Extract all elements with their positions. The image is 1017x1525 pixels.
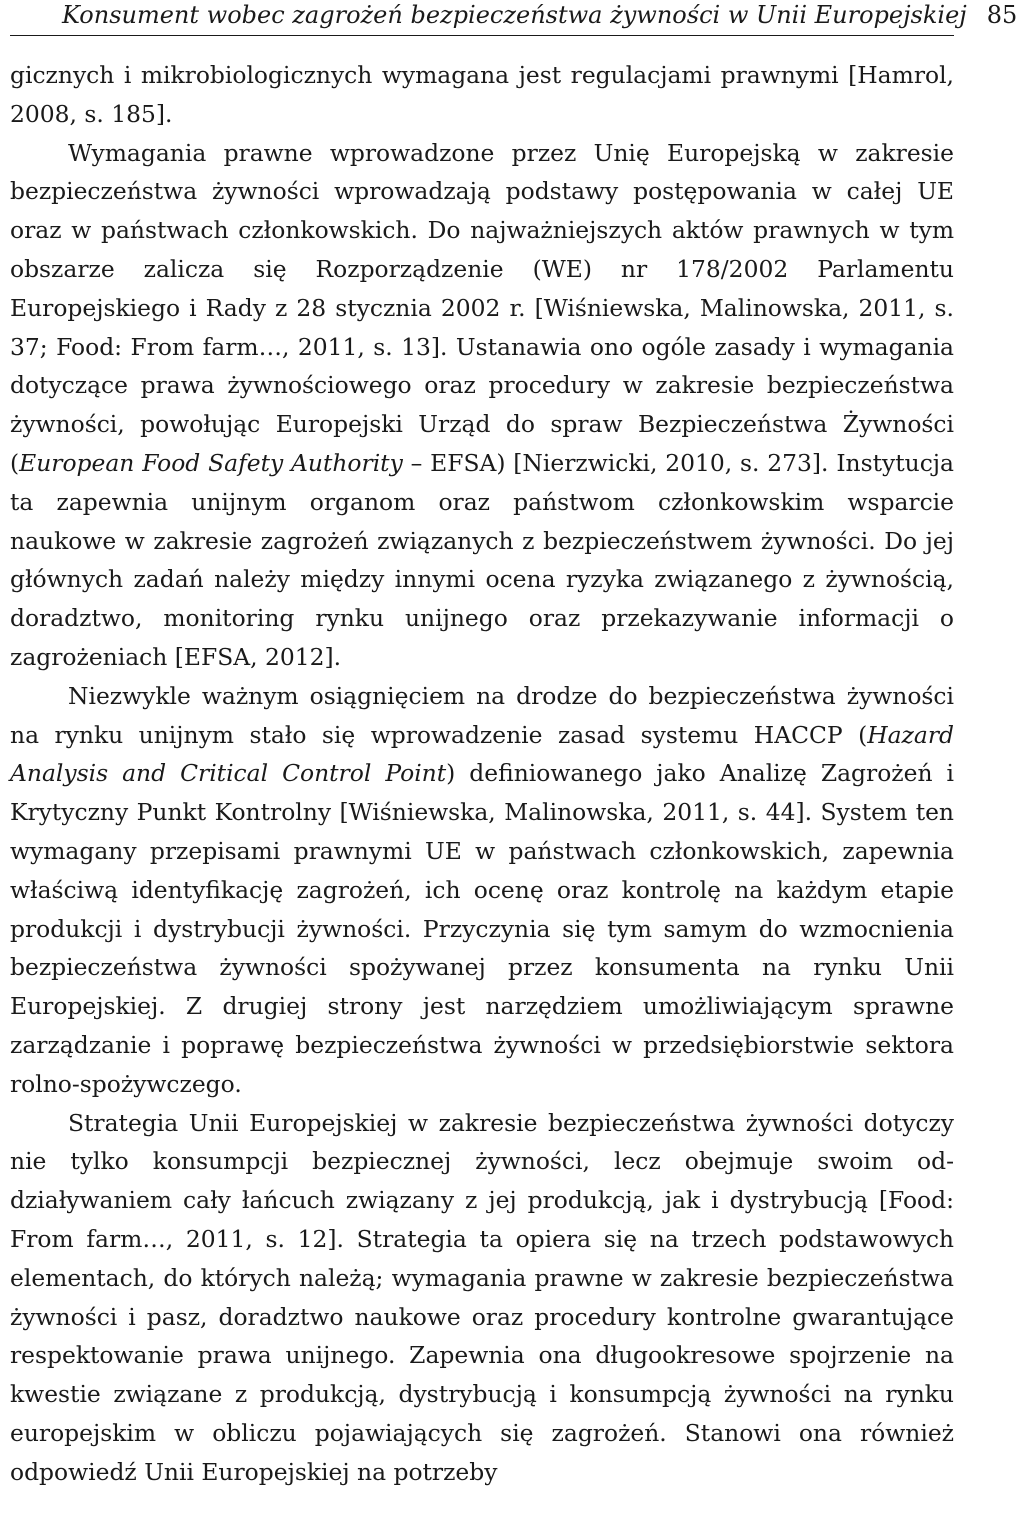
paragraph-1-text: gicznych i mikrobiologicznych wymagana jest regulacjami prawnymi [Hamrol, 2008, s. 185]. <box>10 61 954 128</box>
paragraph-3-text-a: Niezwykle ważnym osiągnięciem na drodze do bezpieczeństwa żywności na rynku unijnym stało się wprowadzenie zasad systemu HACCP ( <box>10 681 954 749</box>
paragraph-4-text: Strategia Unii Europejskiej w zakresie bezpieczeństwa żywności dotyczy nie tylko konsumpcji bezpiecznej żywności, lecz obejmuje swoim oddziaływaniem cały łańcuch związany z jej produkcją, jak i dystrybucją [Food: From farm…, 2011, s. 12]. Strategia ta opiera się na trzech podstawowych elementach, do których należą; wymagania prawne w zakresie bezpieczeństwa żywności i pasz, doradztwo naukowe oraz procedury kontrolne gwarantujące respektowanie prawa unijnego. Zapewnia ona długookresowe spojrzenie na kwestie związane z produkcją, dystrybucją i konsumpcją żywności na rynku europejskim w obliczu pojawiających się zagrożeń. Stanowi ona również odpowiedź Unii Europejskiej na potrzeby <box>10 1108 954 1486</box>
paragraph-4 <box>10 1104 954 1492</box>
running-header <box>10 0 1017 36</box>
paragraph-2 <box>10 134 954 677</box>
paragraph-2-italic-term: European Food Safety Authority <box>19 448 403 477</box>
paragraph-3 <box>10 677 954 1104</box>
paragraph-3-italic-term: Hazard Analysis and Critical Control Point <box>10 720 954 788</box>
body-text <box>10 56 954 1491</box>
paragraph-1 <box>10 56 954 134</box>
running-title: Konsument wobec zagrożeń bezpieczeństwa żywności w Unii Europejskiej <box>62 1 967 29</box>
document-page <box>10 0 1017 1491</box>
page-number: 85 <box>986 1 1017 29</box>
paragraph-3-text-b: ) definiowanego jako Analizę Zagrożeń i Krytyczny Punkt Kontrolny [Wiśniewska, Malinowska, 2011, s. 44]. System ten wymagany przepisami prawnymi UE w państwach członkowskich, zapewnia właściwą identyfikację zagrożeń, ich ocenę oraz kontrolę na każdym etapie produkcji i dystrybucji żywności. Przyczynia się tym samym do wzmocnienia bezpieczeństwa żywności spożywanej przez konsumenta na rynku Unii Europejskiej. Z drugiej strony jest narzędziem umożliwiającym sprawne zarządzanie i poprawę bezpieczeństwa żywności w przedsiębiorstwie sektora rolno-spożywczego. <box>10 759 955 1098</box>
paragraph-2-text-a: Wymagania prawne wprowadzone przez Unię Europejską w zakresie bezpieczeństwa żywności wprowadzają podstawy postępowania w całej UE oraz w państwach członkowskich. Do najważniejszych aktów prawnych w tym obszarze zalicza się Rozporządzenie (WE) nr 178/2002 Parlamentu Europejskiego i Rady z 28 stycznia 2002 r. [Wiśniewska, Malinowska, 2011, s. 37; Food: From farm…, 2011, s. 13]. Ustanawia ono ogóle zasady i wymagania dotyczące prawa żywnościowego oraz procedury w zakresie bezpieczeństwa żywności, powołując Europejski Urząd do spraw Bezpieczeństwa Żywności ( <box>10 138 954 477</box>
paragraph-2-text-b: – EFSA) [Nierzwicki, 2010, s. 273]. Instytucja ta zapewnia unijnym organom oraz państwom członkowskim wsparcie naukowe w zakresie zagrożeń związanych z bezpieczeństwem żywności. Do jej głównych zadań należy między innymi ocena ryzyka związanego z żywnością, doradztwo, monitoring rynku unijnego oraz przekazywanie informacji o zagrożeniach [EFSA, 2012]. <box>10 448 955 671</box>
